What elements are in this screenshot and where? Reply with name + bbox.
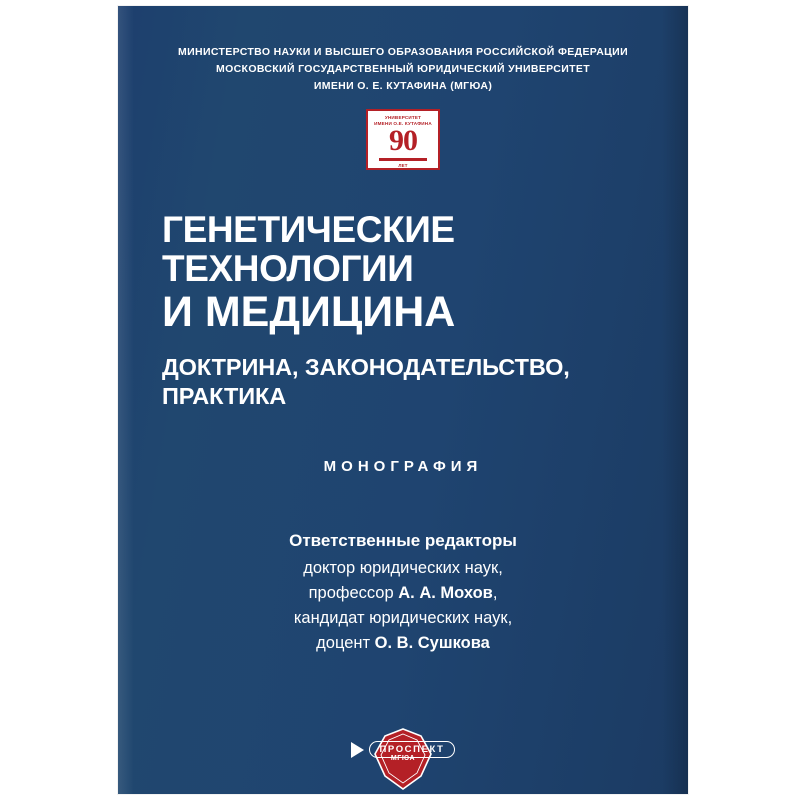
publication-kind: МОНОГРАФИЯ xyxy=(323,458,483,476)
publisher-logo-inner xyxy=(351,741,454,758)
editors-block xyxy=(156,528,650,656)
book-subtitle xyxy=(162,353,650,410)
publisher-name: ПРОСПЕКТ xyxy=(369,741,454,758)
book-cover xyxy=(118,6,688,794)
book-subtitle-line-1: ДОКТРИНА, ЗАКОНОДАТЕЛЬСТВО, xyxy=(162,353,570,380)
editors-line-4 xyxy=(156,631,650,656)
mgua-shield-icon xyxy=(374,728,432,790)
book-title xyxy=(162,210,650,336)
editors-line-2-suffix: , xyxy=(492,584,498,603)
cover-inner xyxy=(118,6,688,794)
emblem-bottom-line: ЛЕТ xyxy=(398,162,408,168)
publisher-logo xyxy=(118,741,688,758)
editor-name-2: О. В. Сушкова xyxy=(374,634,490,653)
ministry-line-3: ИМЕНИ О. Е. КУТАФИНА (МГЮА) xyxy=(313,80,493,92)
ministry-line-2: МОСКОВСКИЙ ГОСУДАРСТВЕННЫЙ ЮРИДИЧЕСКИЙ УНИВЕРСИТЕТ xyxy=(216,63,590,75)
mgua-shield-label: МГЮА xyxy=(390,755,416,763)
editors-line-1: доктор юридических наук, xyxy=(303,559,503,578)
editors-line-2 xyxy=(156,581,650,606)
editor-name-1: А. А. Мохов xyxy=(398,584,493,603)
emblem-number: 90 xyxy=(389,124,417,158)
emblem-top-line: УНИВЕРСИТЕТ xyxy=(384,115,422,120)
book-title-line-2: И МЕДИЦИНА xyxy=(162,288,456,337)
editors-line-4-prefix: доцент xyxy=(316,634,375,653)
play-triangle-icon xyxy=(351,742,364,758)
book-subtitle-line-2: ПРАКТИКА xyxy=(162,382,287,409)
anniversary-emblem-icon xyxy=(366,109,440,170)
ministry-line-1: МИНИСТЕРСТВО НАУКИ И ВЫСШЕГО ОБРАЗОВАНИЯ РОССИЙСКОЙ ФЕДЕРАЦИИ xyxy=(178,46,628,58)
ministry-header xyxy=(178,44,628,95)
emblem-top-line-2: ИМЕНИ О.Е. КУТАФИНА xyxy=(374,120,432,126)
title-block xyxy=(156,210,650,410)
editors-heading: Ответственные редакторы xyxy=(289,531,517,551)
university-emblem-wrap xyxy=(156,728,650,790)
editors-line-3: кандидат юридических наук, xyxy=(293,609,513,628)
emblem-divider xyxy=(379,158,427,161)
book-title-line-1: ГЕНЕТИЧЕСКИЕ ТЕХНОЛОГИИ xyxy=(162,208,455,290)
editors-line-2-prefix: профессор xyxy=(308,584,399,603)
